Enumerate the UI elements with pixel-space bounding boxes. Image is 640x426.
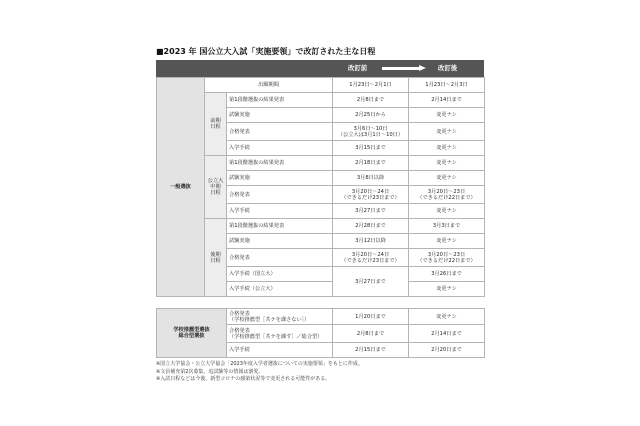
cell-label: 合格発表 xyxy=(227,249,333,267)
page-title: ■2023 年 国公立大入試「実施要領」で改訂された主な日程 xyxy=(156,47,376,56)
cell-before: 3月27日まで xyxy=(333,267,409,297)
cell-after: 3月20日～23日 （できるだけ22日まで） xyxy=(409,249,485,267)
cell-after: 変更ナシ xyxy=(409,141,485,156)
cell-after: 2月14日まで xyxy=(409,325,485,343)
cell-after: 3月3日まで xyxy=(409,219,485,234)
cell-after: 変更ナシ xyxy=(409,171,485,186)
subgroup-early: 前期 日程 xyxy=(205,93,227,156)
cell-label: 入学手続 xyxy=(227,204,333,219)
category-recommend: 学校推薦型選抜 総合型選抜 xyxy=(157,309,227,358)
cell-before: 2月25日から xyxy=(333,108,409,123)
change-header-bar xyxy=(156,60,484,77)
cell-after: 変更ナシ xyxy=(409,108,485,123)
table-row xyxy=(157,309,485,325)
cell-label: 第1段階選抜の結果発表 xyxy=(227,156,333,171)
cell-before: 3月12日以降 xyxy=(333,234,409,249)
cell-before: 2月8日まで xyxy=(333,93,409,108)
schedule-table xyxy=(156,77,485,297)
cell-label: 合格発表 xyxy=(227,123,333,141)
cell-label: 試験実施 xyxy=(227,171,333,186)
cell-before: 1月20日まで xyxy=(333,309,409,325)
table-row xyxy=(157,156,485,171)
cell-before: 2月8日まで xyxy=(333,325,409,343)
cell-label: 入学手続 xyxy=(227,141,333,156)
table-row xyxy=(157,219,485,234)
subgroup-late: 後期 日程 xyxy=(205,219,227,297)
cell-after: 変更ナシ xyxy=(409,309,485,325)
cell-after: 3月20日～23日 （できるだけ22日まで） xyxy=(409,186,485,204)
cell-after: 3月26日まで xyxy=(409,267,485,282)
cell-before: 2月28日まで xyxy=(333,219,409,234)
category-general: 一般選抜 xyxy=(157,78,205,297)
cell-before: 3月15日まで xyxy=(333,141,409,156)
cell-label: 入学手続（公立大） xyxy=(227,282,333,297)
cell-after: 変更ナシ xyxy=(409,282,485,297)
recommend-table xyxy=(156,308,485,358)
subgroup-public-mid: 公立大 中期 日程 xyxy=(205,156,227,219)
cell-label: 合格発表 xyxy=(227,186,333,204)
cell-before: 2月15日まで xyxy=(333,343,409,358)
cell-after: 2月14日まで xyxy=(409,93,485,108)
cell-label: 第1段階選抜の結果発表 xyxy=(227,93,333,108)
table-row xyxy=(157,78,485,93)
arrow-right-icon xyxy=(382,65,426,72)
cell-label: 出願期間 xyxy=(205,78,333,93)
cell-label: 入学手続（国立大） xyxy=(227,267,333,282)
cell-after: 変更ナシ xyxy=(409,234,485,249)
before-label: 改訂前 xyxy=(348,64,368,72)
cell-label: 試験実施 xyxy=(227,234,333,249)
after-label: 改訂後 xyxy=(438,64,458,72)
cell-before: 3月20日～24日 （できるだけ23日まで） xyxy=(333,186,409,204)
cell-after: 1月23日～2月3日 xyxy=(409,78,485,93)
footnote: ※入試日程などは今後、新型コロナの感染状況等で変更される可能性がある。 xyxy=(156,376,331,383)
cell-after: 2月20日まで xyxy=(409,343,485,358)
footnote: ※文員補充第2次募集、追試験等の情報は割愛。 xyxy=(156,368,264,375)
cell-label: 試験実施 xyxy=(227,108,333,123)
cell-before: 3月20日～24日 （できるだけ23日まで） xyxy=(333,249,409,267)
cell-before: 3月6日～10日 （公立大は3月1日～10日） xyxy=(333,123,409,141)
cell-after: 変更ナシ xyxy=(409,156,485,171)
footnote: ※国立大学協会・公立大学協会「2023年度入学者選抜についての実施要領」をもとに作成。 xyxy=(156,361,363,367)
cell-label: 合格発表 （学校推薦型［共テを課さない］） xyxy=(227,309,333,325)
cell-label: 第1段階選抜の結果発表 xyxy=(227,219,333,234)
cell-label: 合格発表 （学校推薦型［共テを課す］／総合型） xyxy=(227,325,333,343)
cell-after: 変更ナシ xyxy=(409,204,485,219)
cell-label: 入学手続 xyxy=(227,343,333,358)
cell-after: 変更ナシ xyxy=(409,123,485,141)
footnotes xyxy=(156,361,363,384)
cell-before: 3月8日以降 xyxy=(333,171,409,186)
cell-before: 3月27日まで xyxy=(333,204,409,219)
cell-before: 2月18日まで xyxy=(333,156,409,171)
cell-before: 1月23日～2月1日 xyxy=(333,78,409,93)
table-row xyxy=(157,93,485,108)
